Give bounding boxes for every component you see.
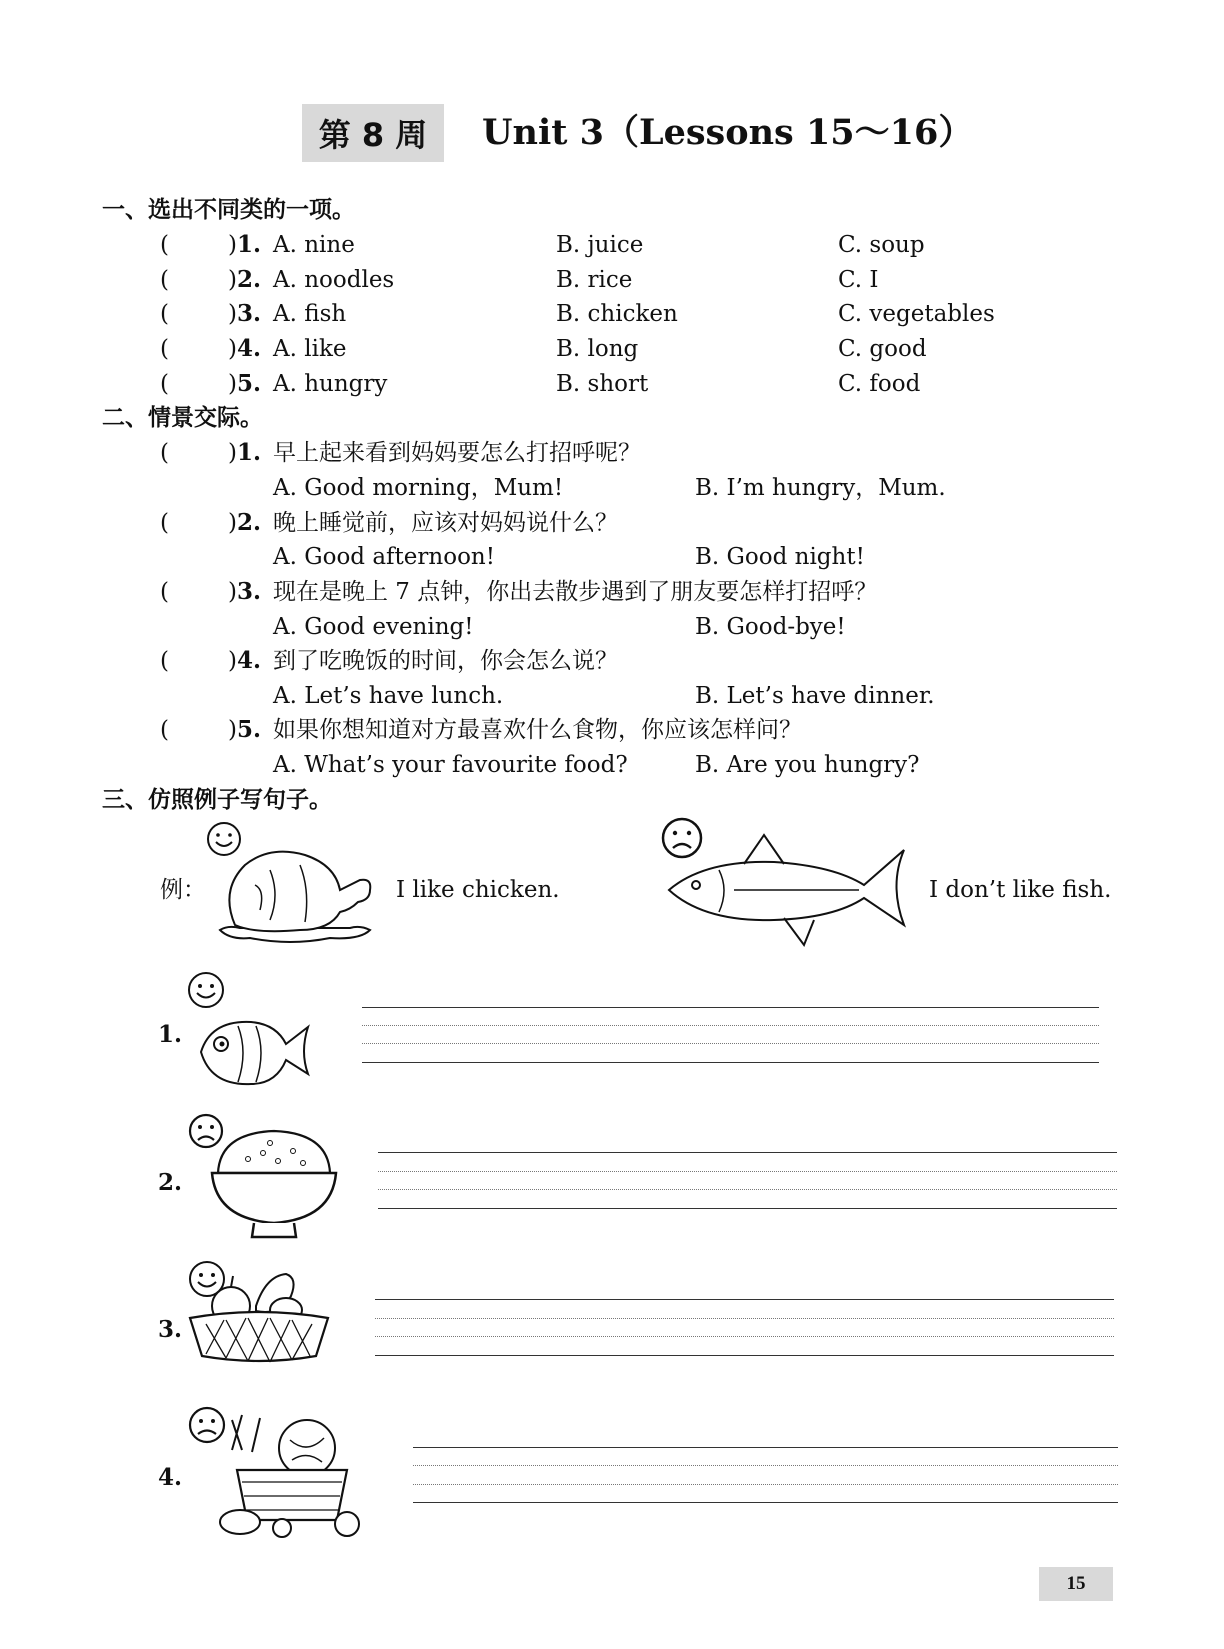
option-b: B. rice — [556, 267, 633, 293]
writing-line — [362, 1062, 1099, 1063]
option-b: B. short — [556, 371, 649, 397]
option-b: B. Are you hungry? — [695, 752, 920, 778]
question-number: 1. — [236, 439, 261, 466]
writing-line — [413, 1502, 1118, 1503]
rice-bowl-icon — [208, 1125, 340, 1243]
question-number: 4. — [236, 647, 261, 674]
roast-chicken-icon — [210, 830, 380, 948]
option-c: C. food — [838, 371, 921, 397]
section2-title: 二、情景交际。 — [102, 405, 263, 431]
writing-guide-line — [378, 1189, 1117, 1190]
option-a: A. hungry — [273, 371, 388, 397]
example-label: 例： — [160, 877, 206, 903]
happy-face-icon — [186, 970, 226, 1010]
option-a: A. What’s your favourite food? — [273, 752, 628, 778]
question-number: 3. — [236, 578, 261, 605]
writing-guide-line — [413, 1484, 1118, 1485]
question-number: 5. — [236, 370, 261, 397]
section1-title: 一、选出不同类的一项。 — [102, 197, 355, 223]
writing-line — [362, 1007, 1099, 1008]
vegetable-basket-icon — [212, 1410, 374, 1540]
question-number: 3. — [236, 300, 261, 327]
question-number: 1. — [236, 231, 261, 258]
option-b: B. Let’s have dinner. — [695, 683, 935, 709]
unit-title: Unit 3（Lessons 15～16） — [482, 112, 974, 153]
question-prompt: 现在是晚上 7 点钟，你出去散步遇到了朋友要怎样打招呼？ — [273, 579, 878, 605]
option-b: B. I’m hungry，Mum. — [695, 475, 946, 501]
option-a: A. Good evening! — [273, 614, 474, 640]
question-prompt: 晚上睡觉前，应该对妈妈说什么？ — [273, 510, 618, 536]
writing-guide-line — [375, 1318, 1114, 1319]
section3-title: 三、仿照例子写句子。 — [102, 787, 332, 813]
option-a: A. Good afternoon! — [273, 544, 495, 570]
fruit-basket-icon — [186, 1266, 332, 1368]
writing-line — [413, 1447, 1118, 1448]
question-prompt: 到了吃晚饭的时间，你会怎么说？ — [273, 648, 618, 674]
option-b: B. chicken — [556, 301, 678, 327]
writing-line — [375, 1355, 1114, 1356]
option-b: B. juice — [556, 232, 644, 258]
option-c: C. I — [838, 267, 879, 293]
question-prompt: 早上起来看到妈妈要怎么打招呼呢？ — [273, 440, 641, 466]
writing-guide-line — [362, 1025, 1099, 1026]
option-a: A. fish — [273, 301, 347, 327]
option-c: C. vegetables — [838, 301, 995, 327]
page-number: 15 — [1039, 1567, 1113, 1601]
question-prompt: 如果你想知道对方最喜欢什么食物，你应该怎样问？ — [273, 717, 802, 743]
item-number: 3. — [158, 1316, 183, 1343]
writing-line — [375, 1299, 1114, 1300]
question-number: 5. — [236, 716, 261, 743]
option-a: A. noodles — [273, 267, 395, 293]
example-dislike-sentence: I don’t like fish. — [929, 877, 1112, 903]
writing-guide-line — [375, 1336, 1114, 1337]
item-number: 4. — [158, 1464, 183, 1491]
option-a: A. Good morning，Mum! — [273, 475, 564, 501]
writing-guide-line — [362, 1043, 1099, 1044]
example-like-sentence: I like chicken. — [396, 877, 560, 903]
option-c: C. good — [838, 336, 927, 362]
writing-line — [378, 1208, 1117, 1209]
question-number: 4. — [236, 335, 261, 362]
writing-line — [378, 1152, 1117, 1153]
option-b: B. long — [556, 336, 639, 362]
option-a: A. like — [273, 336, 347, 362]
option-b: B. Good night! — [695, 544, 865, 570]
writing-guide-line — [378, 1171, 1117, 1172]
option-b: B. Good-bye! — [695, 614, 846, 640]
option-a: A. nine — [273, 232, 355, 258]
item-number: 1. — [158, 1021, 183, 1048]
week-label: 第 8 周 — [302, 104, 444, 162]
option-a: A. Let’s have lunch. — [273, 683, 504, 709]
fish-icon — [664, 830, 914, 950]
question-number: 2. — [236, 266, 261, 293]
option-c: C. soup — [838, 232, 925, 258]
item-number: 2. — [158, 1169, 183, 1196]
writing-guide-line — [413, 1465, 1118, 1466]
question-number: 2. — [236, 509, 261, 536]
fish-icon — [196, 1012, 314, 1094]
